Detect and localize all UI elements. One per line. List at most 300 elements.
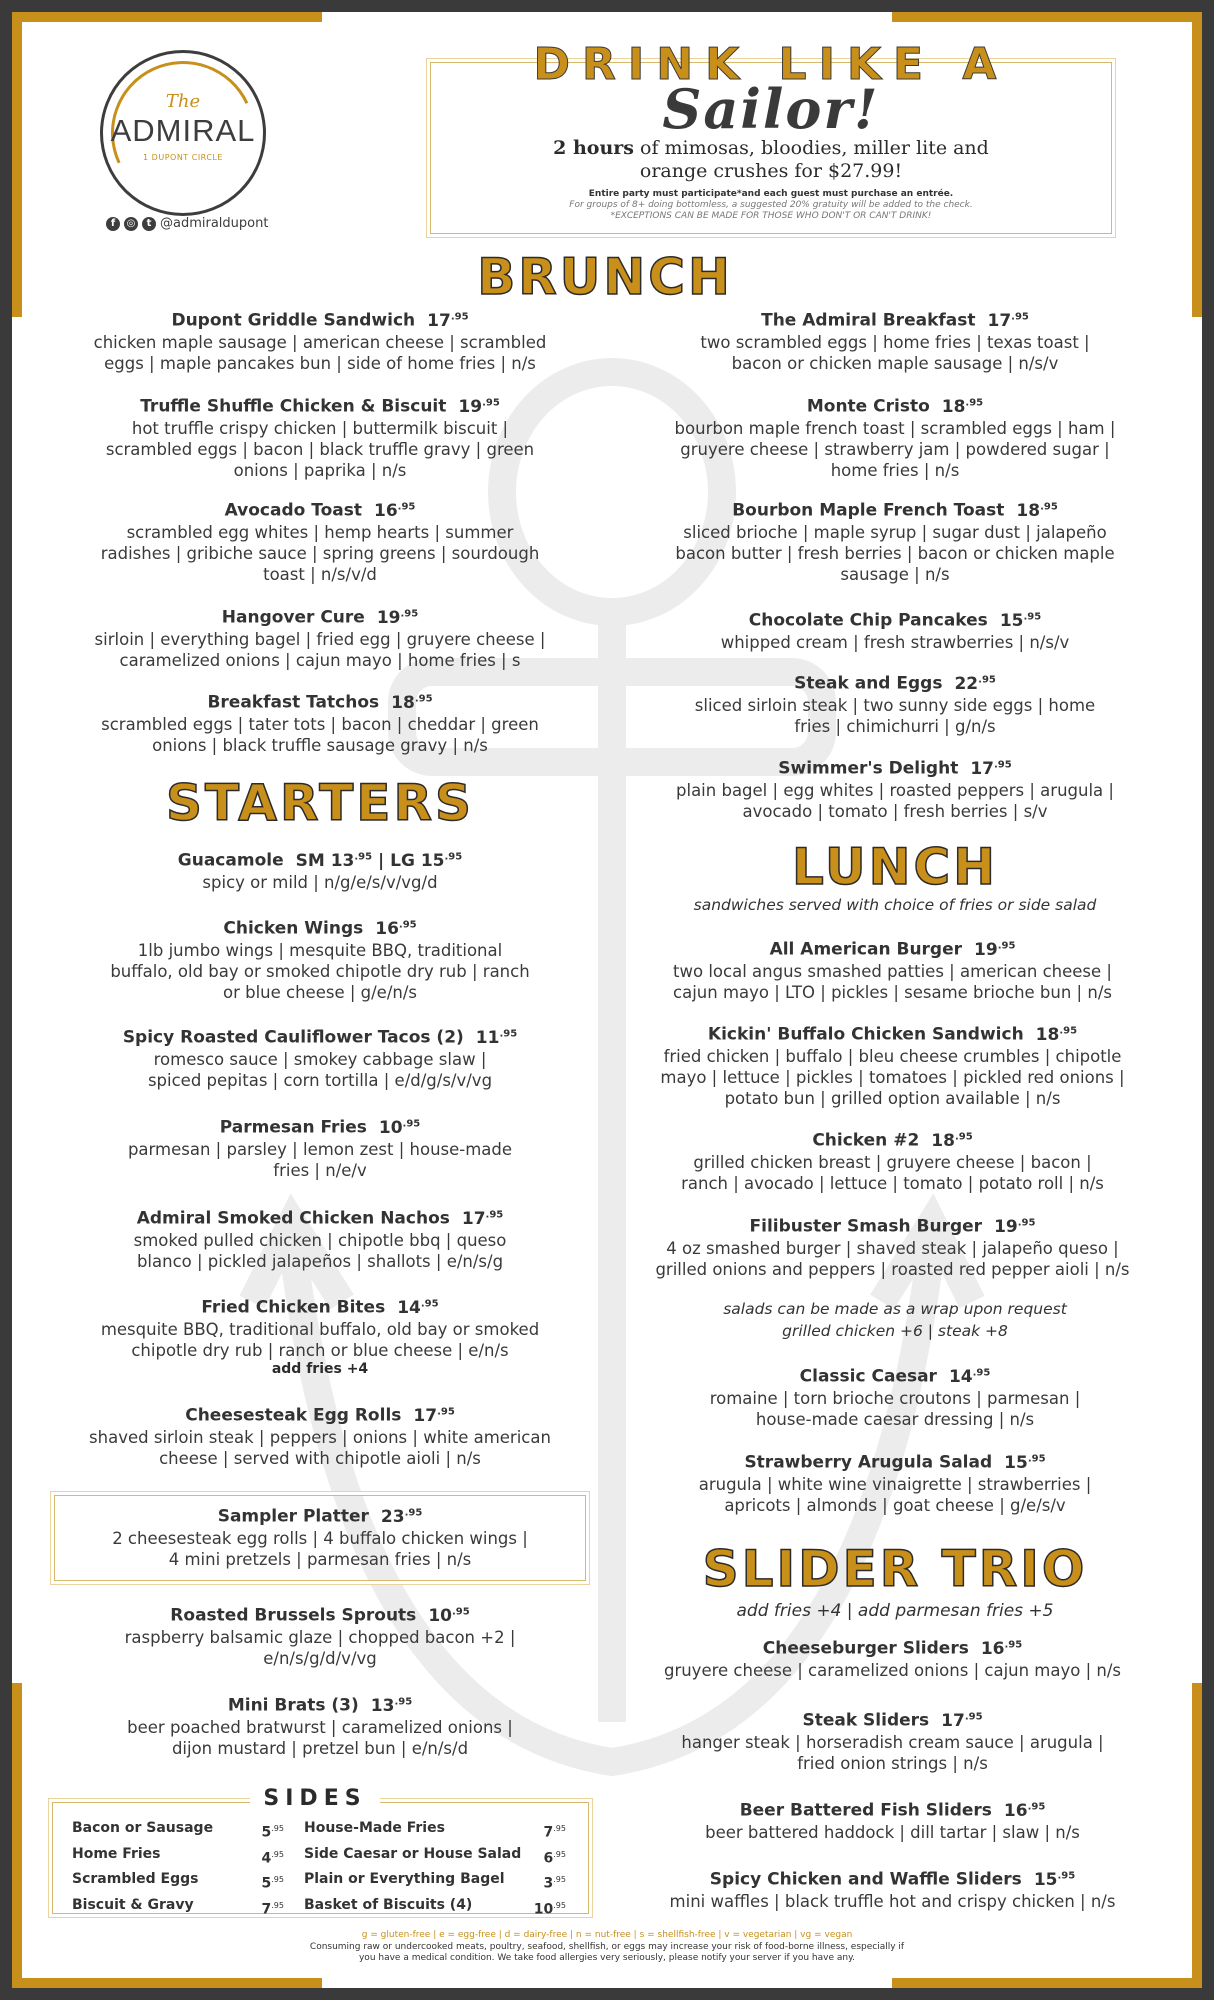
item-price-dollars: 11 (475, 1027, 500, 1048)
item-name: Steak Sliders (802, 1710, 930, 1731)
social-handles (106, 216, 268, 231)
item-price-dollars: 17 (987, 310, 1012, 331)
menu-item (635, 606, 1155, 653)
item-price-cents: .95 (997, 940, 1016, 951)
salad-note-wrap: salads can be made as a wrap upon request (723, 1300, 1067, 1318)
item-price (1034, 1870, 1075, 1890)
menu-item (620, 1865, 1165, 1912)
promo-price: orange crushes for $27.99! (639, 160, 903, 182)
sides-list-left (72, 1818, 284, 1921)
item-price-cents: .95 (450, 311, 469, 322)
item-price (1036, 1025, 1077, 1045)
section-title-brunch: BRUNCH (477, 248, 733, 306)
promo-hours: 2 hours (553, 137, 634, 159)
item-description-line: grilled onions and peppers | roasted red pepper aioli | n/s (655, 1259, 1130, 1279)
item-price-cents: .95 (1027, 1453, 1046, 1464)
item-price (375, 919, 416, 939)
item-header (620, 1706, 1165, 1732)
item-description-line: plain bagel | egg whites | roasted peppers | arugula | (676, 780, 1114, 800)
item-name: Sampler Platter (217, 1506, 369, 1527)
item-price-cents: .95 (972, 1367, 991, 1378)
item-header (635, 669, 1155, 695)
item-header (55, 306, 585, 332)
item-description-line: mini waffles | black truffle hot and crispy chicken | n/s (669, 1891, 1116, 1911)
item-description-line: buffalo, old bay or smoked chipotle dry rub | ranch (110, 961, 530, 981)
menu-item (620, 1634, 1165, 1681)
item-header (620, 1796, 1165, 1822)
item-price-cents: .95 (420, 1298, 439, 1309)
item-price-cents: .95 (964, 1711, 983, 1722)
item-price-cents: .95 (451, 1606, 470, 1617)
item-description-line: avocado | tomato | fresh berries | s/v (742, 801, 1048, 821)
item-price (1000, 611, 1041, 631)
menu-item (55, 496, 585, 585)
side-price-cents: .95 (553, 1849, 566, 1859)
item-description-line: arugula | white wine vinaigrette | strawberries | (698, 1474, 1092, 1494)
item-description-line: raspberry balsamic glaze | chopped bacon +2 | (124, 1627, 516, 1647)
menu-item (55, 846, 585, 893)
side-name: Home Fries (72, 1845, 161, 1862)
item-description-line: scrambled eggs | tater tots | bacon | cheddar | green (101, 714, 539, 734)
social-handle[interactable]: @admiraldupont (160, 216, 269, 231)
drink-promo-box (430, 39, 1112, 234)
item-header (635, 1448, 1155, 1474)
item-header (620, 1865, 1165, 1891)
item-price-cents: .95 (1057, 1870, 1076, 1881)
side-price-dollars: 5 (261, 1875, 272, 1892)
menu-item (55, 914, 585, 1003)
item-header (635, 1362, 1155, 1388)
item-description-line: onions | black truffle sausage gravy | n/s (152, 735, 488, 755)
item-description-line: apricots | almonds | goat cheese | g/e/s/v (724, 1495, 1066, 1515)
item-description-line: radishes | gribiche sauce | spring greens | sourdough (100, 543, 540, 563)
side-item (72, 1895, 284, 1921)
item-price-cents: .95 (954, 1131, 973, 1142)
item-name: Filibuster Smash Burger (749, 1216, 983, 1237)
item-price-dollars: SM 13 (295, 850, 355, 871)
item-description-line: shaved sirloin steak | peppers | onions | white american (89, 1427, 551, 1447)
side-price-cents: .95 (271, 1849, 284, 1859)
item-description-line: fried onion strings | n/s (797, 1753, 988, 1773)
item-description-line: fried chicken | buffalo | bleu cheese crumbles | chipotle (663, 1046, 1122, 1066)
item-price (413, 1406, 454, 1426)
menu-item (620, 935, 1165, 1003)
item-price-dollars: 18 (931, 1130, 955, 1151)
item-description-line: chipotle dry rub | ranch or blue cheese | e/n/s (131, 1340, 509, 1360)
item-price (296, 851, 463, 871)
item-description-line: bourbon maple french toast | scrambled eggs | ham | (674, 418, 1116, 438)
item-name: Admiral Smoked Chicken Nachos (136, 1208, 450, 1229)
item-price (379, 1118, 420, 1138)
side-price (544, 1869, 566, 1895)
item-header (620, 935, 1165, 961)
item-name: The Admiral Breakfast (761, 310, 976, 331)
item-description-line: 4 oz smashed burger | shaved steak | jalapeño queso | (666, 1238, 1119, 1258)
item-description-line: beer poached bratwurst | caramelized onions | (127, 1717, 513, 1737)
promo-note-1: Entire party must participate*and each guest must purchase an entrée. (588, 189, 954, 199)
item-description-line: two scrambled eggs | home fries | texas toast | (700, 332, 1090, 352)
item-description-line: grilled chicken breast | gruyere cheese | bacon | (693, 1152, 1092, 1172)
item-price (458, 397, 499, 417)
item-name: Cheesesteak Egg Rolls (185, 1405, 402, 1426)
item-price-dollars: 10 (378, 1117, 403, 1138)
promo-title: DRINK LIKE A (533, 39, 1009, 90)
item-description-line: 1lb jumbo wings | mesquite BBQ, traditional (137, 940, 503, 960)
item-header (635, 392, 1155, 418)
item-price (1004, 1801, 1045, 1821)
item-description-line: mayo | lettuce | pickles | tomatoes | pickled red onions | (660, 1067, 1125, 1087)
side-item (72, 1869, 284, 1895)
item-price-cents: .95 (482, 397, 500, 408)
item-price-dollars: 17 (413, 1405, 438, 1426)
item-price-dollars: 19 (994, 1216, 1018, 1237)
side-price (544, 1844, 566, 1870)
menu-item (55, 1023, 585, 1091)
menu-item (55, 1601, 585, 1669)
item-name: Parmesan Fries (219, 1117, 367, 1138)
item-price-cents: .95 (1011, 311, 1029, 322)
facebook-icon[interactable]: f (106, 217, 120, 231)
item-description-line: gruyere cheese | strawberry jam | powdered sugar | (680, 439, 1110, 459)
item-header (55, 1023, 585, 1049)
item-price-cents: .95 (404, 1507, 423, 1518)
item-header (55, 688, 585, 714)
item-name: Dupont Griddle Sandwich (171, 310, 416, 331)
item-price-dollars: 14 (948, 1366, 973, 1387)
disclaimer-line-2: you have a medical condition. We take food allergies very seriously, please notify your server if you have any. (358, 1953, 855, 1963)
side-name: Biscuit & Gravy (72, 1896, 194, 1913)
side-name: Basket of Biscuits (4) (304, 1896, 473, 1913)
side-item (304, 1844, 566, 1870)
item-name: Hangover Cure (221, 607, 365, 628)
item-header (55, 846, 585, 872)
side-price-dollars: 7 (543, 1824, 554, 1841)
item-price-dollars: 18 (941, 396, 966, 417)
side-price (262, 1818, 284, 1844)
item-price (374, 501, 415, 521)
item-price (994, 1217, 1035, 1237)
item-description-line: cajun mayo | LTO | pickles | sesame brioche bun | n/s (673, 982, 1112, 1002)
item-description-line: toast | n/s/v/d (263, 564, 377, 584)
item-header (55, 1601, 585, 1627)
section-title-starters: STARTERS (166, 774, 474, 832)
menu-item (620, 1796, 1165, 1843)
item-price-cents: .95 (1040, 501, 1058, 512)
item-name: Steak and Eggs (794, 673, 943, 694)
item-price (941, 1711, 982, 1731)
side-item (72, 1818, 284, 1844)
item-price-large-cents: .95 (444, 851, 463, 862)
item-price-cents: .95 (397, 501, 416, 512)
menu-item (55, 392, 585, 481)
side-item (304, 1818, 566, 1844)
item-description-line: bacon butter | fresh berries | bacon or chicken maple (675, 543, 1115, 563)
side-price-cents: .95 (271, 1824, 284, 1833)
item-description-line: 2 cheesesteak egg rolls | 4 buffalo chicken wings | (112, 1528, 528, 1548)
item-price (931, 1131, 972, 1151)
item-price-cents: .95 (1023, 611, 1042, 622)
item-header (55, 914, 585, 940)
item-price-dollars: 17 (970, 758, 994, 779)
item-price-dollars: 15 (999, 610, 1024, 631)
side-price-cents: .95 (271, 1875, 284, 1885)
item-price-dollars: 18 (1016, 500, 1041, 521)
promo-offer (431, 137, 1111, 183)
item-header (620, 1126, 1165, 1152)
item-description-line: caramelized onions | cajun mayo | home fries | s (119, 650, 521, 670)
menu-item (635, 754, 1155, 822)
side-price-dollars: 10 (533, 1901, 554, 1918)
item-header (635, 606, 1155, 632)
item-price (949, 1367, 990, 1387)
section-title-lunch: LUNCH (791, 838, 999, 896)
promo-note-2: For groups of 8+ doing bottomless, a suggested 20% gratuity will be added to the check. (569, 200, 973, 210)
logo-the: The (165, 91, 201, 112)
item-header (55, 1293, 585, 1319)
item-name: Chicken #2 (812, 1130, 920, 1151)
item-name: Beer Battered Fish Sliders (739, 1800, 992, 1821)
item-header (55, 1204, 585, 1230)
item-description-line: eggs | maple pancakes bun | side of home fries | n/s (104, 353, 536, 373)
item-name: Classic Caesar (799, 1366, 937, 1387)
item-price-cents: .95 (354, 851, 373, 862)
menu-item (620, 1212, 1165, 1280)
item-price (377, 608, 418, 628)
item-description-line: hanger steak | horseradish cream sauce | arugula | (681, 1732, 1104, 1752)
item-description-line: potato bun | grilled option available | n/s (724, 1088, 1061, 1108)
item-price (974, 940, 1015, 960)
item-price-cents: .95 (1027, 1801, 1046, 1812)
item-description-line: romesco sauce | smokey cabbage slaw | (153, 1049, 487, 1069)
item-name: Monte Cristo (806, 396, 930, 417)
item-name: Chocolate Chip Pancakes (748, 610, 988, 631)
menu-item (55, 306, 585, 374)
item-price-dollars: 18 (391, 692, 415, 713)
item-header (635, 496, 1155, 522)
item-description-line: spiced pepitas | corn tortilla | e/d/g/s/v/vg (147, 1070, 493, 1090)
item-name: Strawberry Arugula Salad (744, 1452, 993, 1473)
item-description-line: spicy or mild | n/g/e/s/v/vg/d (202, 872, 438, 892)
item-header (55, 496, 585, 522)
item-description-line: parmesan | parsley | lemon zest | house-made (127, 1139, 513, 1159)
item-description-line: mesquite BBQ, traditional buffalo, old bay or smoked (100, 1319, 540, 1339)
item-price-dollars: 16 (375, 918, 399, 939)
item-price (391, 693, 432, 713)
item-price-cents: .95 (965, 397, 984, 408)
item-name: Spicy Roasted Cauliflower Tacos (2) (122, 1027, 464, 1048)
menu-item (635, 1448, 1155, 1516)
menu-item (55, 1204, 585, 1272)
item-name: Fried Chicken Bites (201, 1297, 386, 1318)
item-price (1016, 501, 1057, 521)
sides-title: SIDES (250, 1786, 380, 1811)
item-description-line: house-made caesar dressing | n/s (755, 1409, 1035, 1429)
promo-notes (431, 189, 1111, 222)
item-price (954, 674, 995, 694)
item-price (427, 311, 468, 331)
side-price-dollars: 4 (261, 1850, 272, 1867)
item-description-line: smoked pulled chicken | chipotle bbq | queso (133, 1230, 507, 1250)
item-name: Truffle Shuffle Chicken & Biscuit (140, 396, 447, 417)
item-name: Swimmer's Delight (778, 758, 959, 779)
item-price (371, 1696, 412, 1716)
item-price (462, 1209, 503, 1229)
item-description-line: gruyere cheese | caramelized onions | cajun mayo | n/s (663, 1660, 1122, 1680)
item-price-cents: .95 (978, 674, 996, 685)
side-item (304, 1869, 566, 1895)
item-description-line: sausage | n/s (840, 564, 950, 584)
menu-item (620, 1706, 1165, 1774)
item-header (620, 1212, 1165, 1238)
logo-name: ADMIRAL (110, 113, 256, 148)
item-price-dollars: 15 (1033, 1869, 1058, 1890)
promo-script: Sailor! (662, 77, 880, 141)
item-description-line: hot truffle crispy chicken | buttermilk biscuit | (131, 418, 509, 438)
item-price-cents: .95 (1004, 1639, 1023, 1650)
item-header (55, 1502, 585, 1528)
section-title-slider-trio: SLIDER TRIO (702, 1540, 1088, 1598)
side-price (544, 1818, 566, 1844)
side-name: House-Made Fries (304, 1820, 445, 1836)
item-price-cents: .95 (499, 1028, 518, 1039)
side-price (262, 1895, 284, 1921)
item-name: Roasted Brussels Sprouts (170, 1605, 417, 1626)
item-price-cents: .95 (414, 693, 433, 704)
menu-item (55, 1691, 585, 1759)
item-price-cents: .95 (485, 1209, 504, 1220)
disclaimer-line-1: Consuming raw or undercooked meats, poultry, seafood, shellfish, or eggs may increase your risk of food-borne illness, especially if (309, 1942, 905, 1952)
item-description-line: cheese | served with chipotle aioli | n/s (159, 1448, 481, 1468)
menu-item (55, 1502, 585, 1570)
menu-item (620, 1126, 1165, 1194)
promo-drinks: of mimosas, bloodies, miller lite and (633, 137, 989, 159)
item-price-dollars: 15 (1004, 1452, 1028, 1473)
side-price-cents: .95 (553, 1900, 566, 1910)
side-price-dollars: 5 (261, 1824, 272, 1841)
side-item (304, 1895, 566, 1921)
item-description-line: fries | chimichurri | g/n/s (794, 716, 996, 736)
menu-item (635, 1362, 1155, 1430)
item-name: Spicy Chicken and Waffle Sliders (709, 1869, 1022, 1890)
item-price (381, 1507, 422, 1527)
menu-item (55, 1293, 585, 1377)
item-price-dollars: 10 (428, 1605, 452, 1626)
item-price (1004, 1453, 1045, 1473)
item-description-line: 4 mini pretzels | parmesan fries | n/s (168, 1549, 472, 1569)
dietary-legend: g = gluten-free | e = egg-free | d = dairy-free | n = nut-free | s = shellfish-free | v = vegetarian | vg = vegan (361, 1930, 853, 1940)
slider-note: add fries +4 | add parmesan fries +5 (736, 1601, 1054, 1621)
item-price-dollars: 19 (376, 607, 401, 628)
promo-note-3: *EXCEPTIONS CAN BE MADE FOR THOSE WHO DON'T OR CAN'T DRINK! (610, 211, 932, 221)
item-description-line: scrambled eggs | bacon | black truffle gravy | green (105, 439, 535, 459)
side-price (534, 1895, 566, 1921)
item-price (476, 1028, 517, 1048)
menu-item (55, 688, 585, 756)
item-description-line: sliced sirloin steak | two sunny side eggs | home (694, 695, 1096, 715)
item-description-line: romaine | torn brioche croutons | parmesan | (709, 1388, 1081, 1408)
item-price-dollars: 22 (954, 673, 979, 694)
item-description-line: ranch | avocado | lettuce | tomato | potato roll | n/s (681, 1173, 1104, 1193)
menu-item (55, 603, 585, 671)
item-price-dollars: 14 (397, 1297, 421, 1318)
admiral-logo (100, 50, 266, 216)
logo-subtitle: 1 DUPONT CIRCLE (143, 153, 223, 162)
item-price (428, 1606, 469, 1626)
side-price-dollars: 7 (261, 1901, 272, 1918)
item-price-dollars: 16 (980, 1638, 1005, 1659)
item-name: Kickin' Buffalo Chicken Sandwich (707, 1024, 1024, 1045)
item-header (635, 754, 1155, 780)
item-description-line: bacon or chicken maple sausage | n/s/v (731, 353, 1059, 373)
lunch-note: sandwiches served with choice of fries or side salad (693, 896, 1097, 914)
item-price (397, 1298, 438, 1318)
item-name: Breakfast Tatchos (207, 692, 380, 713)
side-price (262, 1844, 284, 1870)
item-header (620, 1020, 1165, 1046)
item-price (981, 1639, 1022, 1659)
side-price (262, 1869, 284, 1895)
item-price (988, 311, 1029, 331)
item-description-line: two local angus smashed patties | american cheese | (673, 961, 1112, 981)
item-description-line: fries | n/e/v (273, 1160, 367, 1180)
menu-item (635, 496, 1155, 585)
side-price-dollars: 3 (543, 1875, 554, 1892)
item-description-line: whipped cream | fresh strawberries | n/s/v (720, 632, 1070, 652)
menu-item (635, 669, 1155, 737)
item-price-large: | LG 15 (372, 850, 445, 871)
side-name: Plain or Everything Bagel (304, 1871, 505, 1888)
item-price-dollars: 17 (427, 310, 451, 331)
instagram-icon[interactable]: ◎ (124, 217, 138, 231)
item-description-line: beer battered haddock | dill tartar | slaw | n/s (705, 1822, 1080, 1842)
item-price (970, 759, 1011, 779)
side-name: Side Caesar or House Salad (304, 1845, 522, 1862)
item-price-cents: .95 (437, 1406, 455, 1417)
item-header (55, 603, 585, 629)
item-price-dollars: 19 (458, 396, 483, 417)
item-price-cents: .95 (1017, 1217, 1036, 1228)
item-description-line: home fries | n/s (830, 460, 960, 480)
item-header (55, 1113, 585, 1139)
side-item (72, 1844, 284, 1870)
item-name: Mini Brats (3) (227, 1695, 359, 1716)
item-description-line: e/n/s/g/d/v/vg (263, 1648, 377, 1668)
item-name: Guacamole (177, 850, 284, 871)
item-description-line: onions | paprika | n/s (233, 460, 407, 480)
item-price-cents: .95 (994, 759, 1012, 770)
item-name: Cheeseburger Sliders (762, 1638, 969, 1659)
item-name: Avocado Toast (224, 500, 362, 521)
item-header (55, 392, 585, 418)
menu-item (55, 1113, 585, 1181)
item-header (55, 1691, 585, 1717)
item-price (942, 397, 983, 417)
item-price-dollars: 17 (941, 1710, 965, 1731)
item-name: All American Burger (769, 939, 963, 960)
twitter-icon[interactable]: t (142, 217, 156, 231)
side-price-dollars: 6 (543, 1850, 554, 1867)
menu-item (620, 1020, 1165, 1109)
sides-list-right (304, 1818, 566, 1921)
salad-note-protein: grilled chicken +6 | steak +8 (782, 1322, 1008, 1340)
side-name: Scrambled Eggs (72, 1871, 199, 1888)
item-price-cents: .95 (394, 1696, 413, 1707)
item-extra: add fries +4 (271, 1360, 369, 1377)
health-disclaimer (60, 1942, 1154, 1964)
side-price-cents: .95 (553, 1875, 566, 1885)
item-price-dollars: 17 (461, 1208, 486, 1229)
item-description-line: blanco | pickled jalapeños | shallots | e/n/s/g (136, 1251, 504, 1271)
